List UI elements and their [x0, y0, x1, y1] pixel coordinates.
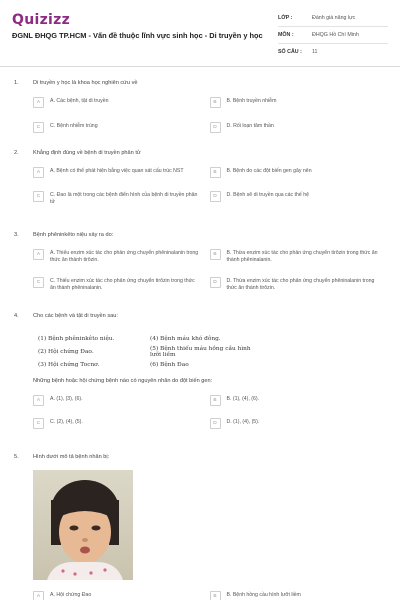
- patient-photo: [33, 470, 133, 580]
- option-c[interactable]: [33, 419, 210, 429]
- option-d[interactable]: [210, 278, 387, 292]
- option-b[interactable]: [210, 98, 387, 123]
- option-d[interactable]: [210, 123, 387, 133]
- option-letter: D: [210, 277, 221, 288]
- option-a[interactable]: [33, 250, 210, 278]
- question-3: [14, 232, 386, 292]
- question-number: 4.: [14, 313, 19, 319]
- option-text: A. Các bệnh, tật di truyền: [50, 98, 109, 104]
- meta-row-class: [278, 10, 388, 27]
- option-text: A. Hội chứng Đao: [50, 592, 92, 598]
- option-c[interactable]: [33, 123, 210, 133]
- question-2: [14, 150, 386, 206]
- option-d[interactable]: [210, 419, 387, 429]
- question-number: 3.: [14, 232, 19, 238]
- question-header: [14, 150, 386, 162]
- option-letter: C: [33, 191, 44, 202]
- option-text: D. Rối loạn tâm thần: [226, 123, 274, 129]
- question-header: [14, 313, 386, 325]
- question-header: [14, 232, 386, 244]
- list-item: (2) Hội chứng Đao.: [38, 348, 94, 355]
- question-header: [14, 80, 386, 92]
- option-letter: B: [210, 395, 221, 406]
- option-letter: D: [210, 418, 221, 429]
- option-letter: C: [33, 277, 44, 288]
- option-letter: D: [210, 191, 221, 202]
- question-5: [14, 454, 386, 466]
- option-c[interactable]: [33, 278, 210, 292]
- question-text: Cho các bệnh và tật di truyền sau:: [33, 313, 118, 319]
- option-text: C. Thiếu enzim xúc tác cho phản ứng chuyển tirôzin trong thức ăn thành phêninalanin.: [50, 278, 195, 291]
- option-letter: C: [33, 418, 44, 429]
- meta-row-subject: [278, 27, 388, 44]
- disease-list: [38, 332, 386, 371]
- list-item: (4) Bệnh máu khó đông.: [150, 335, 221, 342]
- option-text: A. (1), (3), (6).: [50, 396, 83, 402]
- meta-value: Đánh giá năng lực: [312, 15, 356, 21]
- worksheet-header: [0, 0, 400, 67]
- child-portrait-image: [33, 470, 133, 580]
- quizizz-logo: Quizizz: [12, 12, 71, 28]
- question-number: 1.: [14, 80, 19, 86]
- option-text: D. (1), (4), (5).: [226, 419, 260, 425]
- question-text: Bệnh phêninkêto niệu xảy ra do:: [33, 232, 114, 238]
- options: [33, 396, 386, 429]
- options: [33, 168, 386, 206]
- option-text: C. (2), (4), (5).: [50, 419, 83, 425]
- meta-key: LỚP :: [278, 15, 293, 21]
- meta-key: MÔN :: [278, 32, 294, 38]
- option-letter: B: [210, 167, 221, 178]
- question-text: Hình dưới mô tả bệnh nhân bị:: [33, 454, 110, 460]
- option-letter: D: [210, 122, 221, 133]
- question-subtext: Những bệnh hoặc hội chứng bệnh nào có nguyên nhân do đột biến gen:: [33, 378, 213, 384]
- option-letter: C: [33, 122, 44, 133]
- option-text: C. Bệnh nhiễm trùng: [50, 123, 98, 129]
- question-number: 2.: [14, 150, 19, 156]
- list-item: (5) Bệnh thiếu máu hồng cầu hình lưỡi liềm: [150, 345, 251, 358]
- question-text: Khẳng định đúng về bệnh di truyền phân tử: [33, 150, 141, 156]
- option-a[interactable]: [33, 168, 210, 192]
- option-letter: B: [210, 97, 221, 108]
- option-b[interactable]: [210, 250, 387, 278]
- question-number: 5.: [14, 454, 19, 460]
- option-text: B. Bệnh do các đột biến gen gây nên: [226, 168, 312, 174]
- question-1: [14, 80, 386, 133]
- option-letter: B: [210, 591, 221, 600]
- option-a[interactable]: [33, 396, 210, 419]
- option-letter: A: [33, 395, 44, 406]
- option-b[interactable]: [210, 168, 387, 192]
- option-a[interactable]: [33, 98, 210, 123]
- list-item: (1) Bệnh phêninkêto niệu.: [38, 335, 115, 342]
- option-c[interactable]: [33, 192, 210, 206]
- meta-value: 11: [312, 49, 318, 55]
- options: [33, 98, 386, 133]
- question-4: [14, 313, 386, 429]
- option-text: A. Bệnh có thể phát hiện bằng việc quan sát cấu trúc NST: [50, 168, 184, 174]
- option-b[interactable]: [210, 396, 387, 419]
- option-text: B. Thừa enzim xúc tác cho phản ứng chuyển tirôzin trong thức ăn thành phêninalanin.: [226, 250, 378, 263]
- option-b[interactable]: [210, 592, 387, 600]
- option-a[interactable]: [33, 592, 210, 600]
- option-text: B. Bệnh truyền nhiễm: [226, 98, 277, 104]
- list-item: (6) Bệnh Đao: [150, 361, 189, 368]
- option-text: C. Đao là một trong các bệnh điển hình của bệnh di truyền phân tử: [50, 192, 198, 205]
- worksheet-title: ĐGNL ĐHQG TP.HCM - Vấn đề thuộc lĩnh vực sinh học - Di truyền y học: [12, 31, 263, 40]
- option-letter: A: [33, 249, 44, 260]
- meta-table: [278, 10, 388, 60]
- option-d[interactable]: [210, 192, 387, 206]
- meta-key: SỐ CÂU :: [278, 49, 302, 55]
- question-text: Di truyền y học là khoa học nghiên cứu về: [33, 80, 138, 86]
- option-text: D. Bệnh sẽ di truyền qua các thế hệ: [226, 192, 309, 198]
- option-text: B. (1), (4), (6).: [226, 396, 260, 402]
- meta-value: ĐHQG Hồ Chí Minh: [312, 32, 359, 38]
- options: [33, 250, 386, 292]
- question-5-options: [14, 592, 386, 600]
- option-letter: B: [210, 249, 221, 260]
- option-letter: A: [33, 167, 44, 178]
- option-text: A. Thiếu enzim xúc tác cho phản ứng chuyển phêninalanin trong thức ăn thành tirôzin.: [50, 250, 199, 263]
- options: [33, 592, 386, 600]
- list-item: (3) Hội chứng Tocnơ.: [38, 361, 100, 368]
- option-letter: A: [33, 97, 44, 108]
- option-letter: A: [33, 591, 44, 600]
- option-text: B. Bệnh hồng cầu hình lưỡi liềm: [226, 592, 301, 598]
- question-header: [14, 454, 386, 466]
- meta-row-count: [278, 44, 388, 60]
- option-text: D. Thừa enzim xúc tác cho phản ứng chuyển phêninalanin trong thức ăn thành tirôzin.: [226, 278, 375, 291]
